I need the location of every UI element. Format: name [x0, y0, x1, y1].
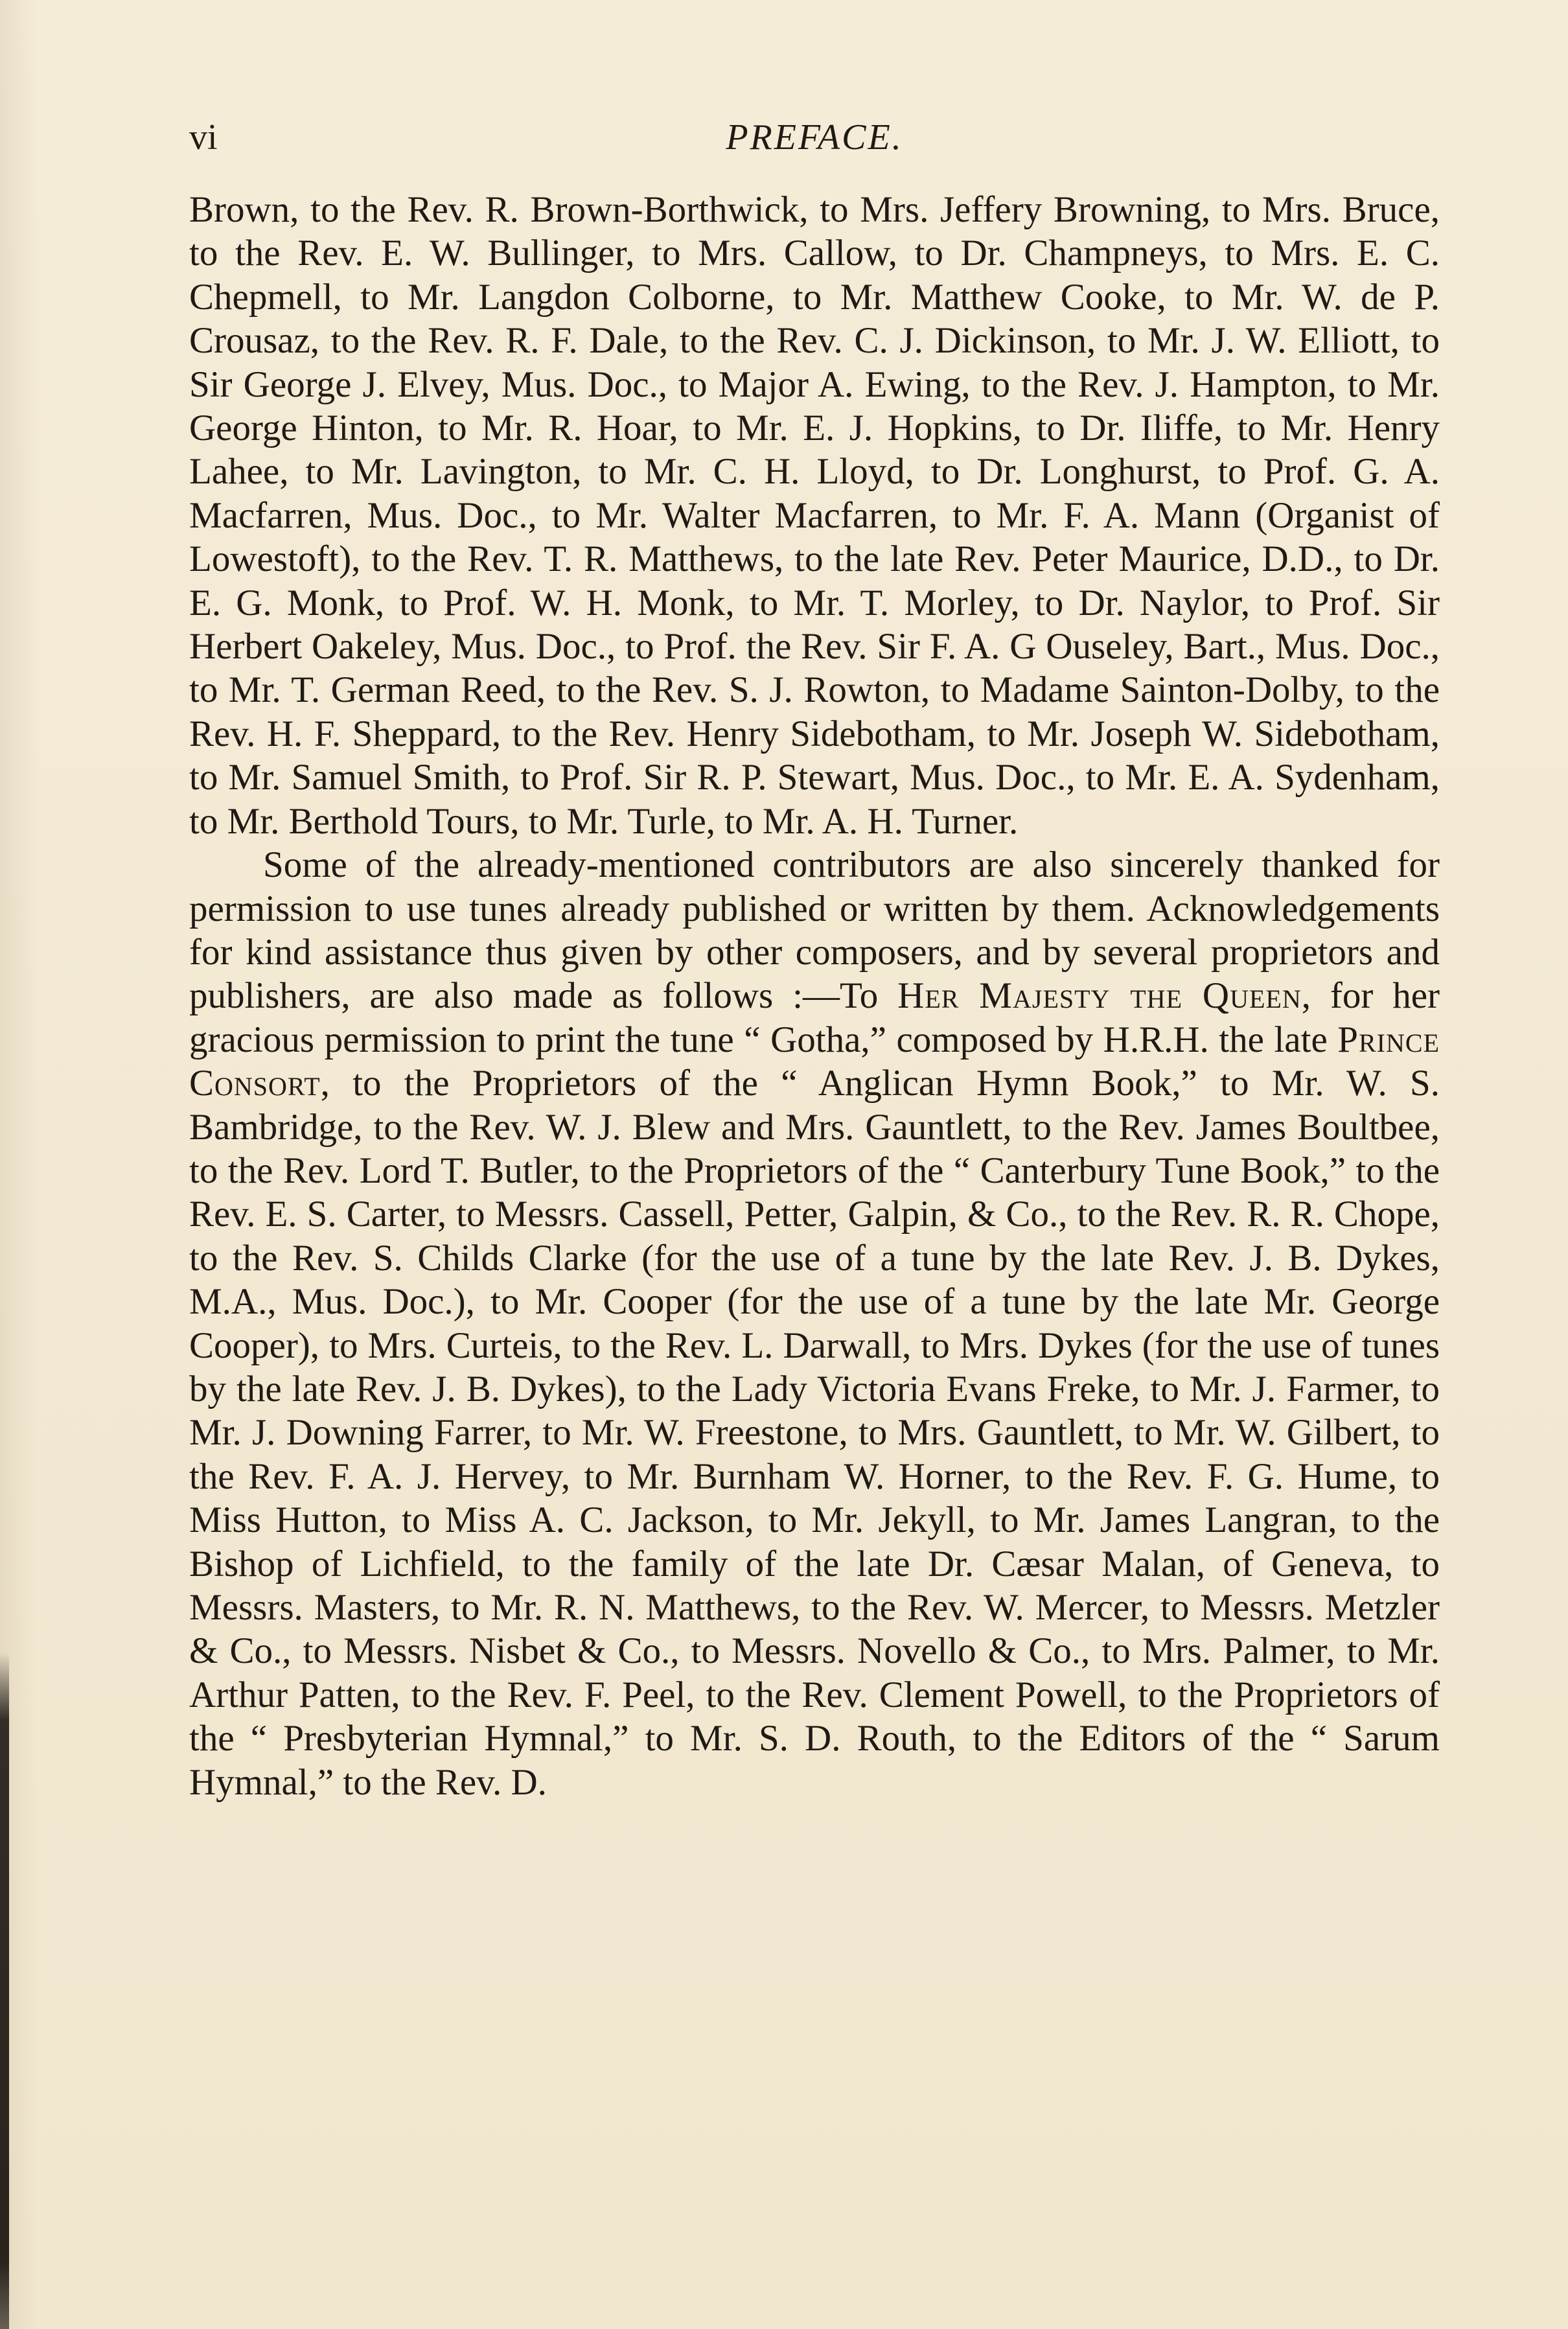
paragraph-2-text-b: , for her gracious permission to print the tune “ Gotha,” composed by H.R.H. the late	[189, 975, 1440, 1060]
paragraph-1-text: Brown, to the Rev. R. Brown-Borthwick, to Mrs. Jeffery Browning, to Mrs. Bruce, to the Rev. E. W. Bullinger, to Mrs. Callow, to Dr. Champneys, to Mrs. E. C. Chepmell, to Mr. Langdon Colborne, to Mr. Matthew Cooke, to Mr. W. de P. Crousaz, to the Rev. R. F. Dale, to the Rev. C. J. Dickinson, to Mr. J. W. Elliott, to Sir George J. Elvey, Mus. Doc., to Major A. Ewing, to the Rev. J. Hampton, to Mr. George Hinton, to Mr. R. Hoar, to Mr. E. J. Hopkins, to Dr. Iliffe, to Mr. Henry Lahee, to Mr. Lavington, to Mr. C. H. Lloyd, to Dr. Longhurst, to Prof. G. A. Macfarren, Mus. Doc., to Mr. Walter Macfarren, to Mr. F. A. Mann (Organist of Lowestoft), to the Rev. T. R. Matthews, to the late Rev. Peter Maurice, D.D., to Dr. E. G. Monk, to Prof. W. H. Monk, to Mr. T. Morley, to Dr. Naylor, to Prof. Sir Herbert Oakeley, Mus. Doc., to Prof. the Rev. Sir F. A. G Ouseley, Bart., Mus. Doc., to Mr. T. German Reed, to the Rev. S. J. Rowton, to Madame Sainton-Dolby, to the Rev. H. F. Sheppard, to the Rev. Henry Sidebotham, to Mr. Joseph W. Sidebotham, to Mr. Samuel Smith, to Prof. Sir R. P. Stewart, Mus. Doc., to Mr. E. A. Sydenham, to Mr. Berthold Tours, to Mr. Turle, to Mr. A. H. Turner.	[189, 189, 1440, 842]
binding-shadow	[0, 1652, 9, 2329]
paragraph-2-text-a: Some of the already-mentioned contributors are also sincerely thanked for permission to use tunes already published or written by them. Acknowledgements for kind assistance thus given by other composers, and by several proprietors and publishers, are also made as follows :—To	[189, 844, 1440, 1017]
page-header	[189, 111, 1440, 170]
page-number: vi	[189, 117, 218, 157]
paragraph-2	[189, 843, 1440, 1804]
paragraph-1	[189, 188, 1440, 843]
paragraph-2-text-c: , to the Proprietors of the “ Anglican Hymn Book,” to Mr. W. S. Bambridge, to the Rev. W. J. Blew and Mrs. Gauntlett, to the Rev. James Boultbee, to the Rev. Lord T. Butler, to the Proprietors of the “ Canterbury Tune Book,” to the Rev. E. S. Carter, to Messrs. Cassell, Petter, Galpin, & Co., to the Rev. R. R. Chope, to the Rev. S. Childs Clarke (for the use of a tune by the late Rev. J. B. Dykes, M.A., Mus. Doc.), to Mr. Cooper (for the use of a tune by the late Mr. George Cooper), to Mrs. Curteis, to the Rev. L. Darwall, to Mrs. Dykes (for the use of tunes by the late Rev. J. B. Dykes), to the Lady Victoria Evans Freke, to Mr. J. Farmer, to Mr. J. Downing Farrer, to Mr. W. Freestone, to Mrs. Gauntlett, to Mr. W. Gilbert, to the Rev. F. A. J. Hervey, to Mr. Burnham W. Horner, to the Rev. F. G. Hume, to Miss Hutton, to Miss A. C. Jackson, to Mr. Jekyll, to Mr. James Langran, to the Bishop of Lichfield, to the family of the late Dr. Cæsar Malan, of Geneva, to Messrs. Masters, to Mr. R. N. Matthews, to the Rev. W. Mercer, to Messrs. Metzler & Co., to Messrs. Nisbet & Co., to Messrs. Novello & Co., to Mrs. Palmer, to Mr. Arthur Patten, to the Rev. F. Peel, to the Rev. Clement Powell, to the Proprietors of the “ Presbyterian Hymnal,” to Mr. S. D. Routh, to the Editors of the “ Sarum Hymnal,” to the Rev. D.	[189, 1063, 1440, 1803]
body-text	[189, 188, 1440, 1804]
paragraph-2-prince-consort: Prince Consort	[189, 1019, 1440, 1104]
running-head: PREFACE.	[726, 117, 903, 157]
paragraph-2-queen: Her Majesty the Queen	[897, 975, 1302, 1017]
